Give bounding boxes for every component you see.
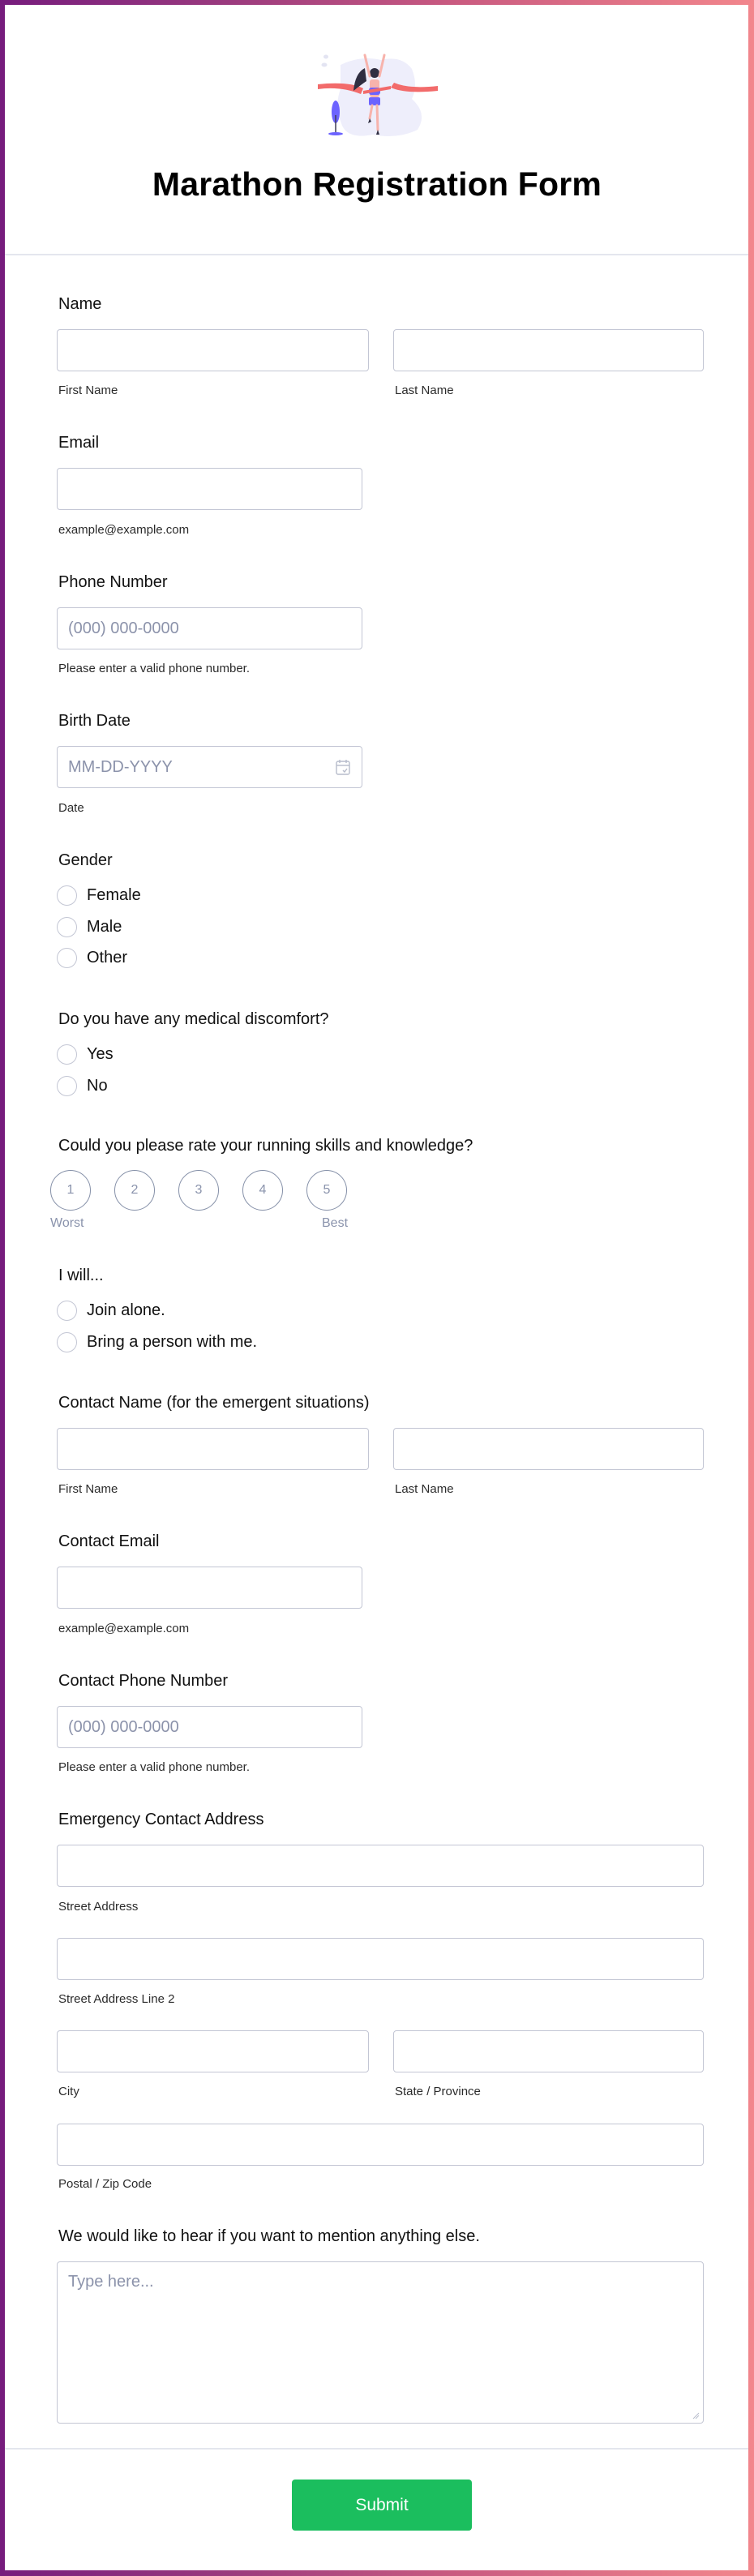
contact-email-input[interactable] (57, 1567, 362, 1609)
rating-max-caption: Best (322, 1216, 349, 1230)
calendar-icon[interactable] (336, 759, 350, 775)
rating-min-caption: Worst (50, 1216, 84, 1230)
phone-input[interactable]: (000) 000-0000 (57, 607, 362, 649)
contact-first-name-input[interactable] (57, 1428, 369, 1470)
contact-phone-sublabel: Please enter a valid phone number. (58, 1760, 250, 1774)
gender-label: Gender (58, 851, 113, 869)
phone-label: Phone Number (58, 573, 168, 591)
rating-option-3[interactable]: 3 (178, 1170, 219, 1211)
comments-textarea[interactable] (57, 2261, 704, 2424)
medical-label: Do you have any medical discomfort? (58, 1010, 329, 1028)
contact-phone-label: Contact Phone Number (58, 1672, 229, 1690)
contact-email-label: Contact Email (58, 1532, 160, 1550)
state-input[interactable] (393, 2030, 704, 2072)
last-name-input[interactable] (393, 329, 704, 371)
postal-code-sublabel: Postal / Zip Code (58, 2177, 152, 2191)
radio-button[interactable] (57, 885, 77, 906)
radio-button[interactable] (57, 1332, 77, 1352)
header-divider (5, 254, 748, 255)
last-name-sublabel: Last Name (395, 384, 454, 397)
state-sublabel: State / Province (395, 2085, 481, 2098)
comments-label: We would like to hear if you want to mention anything else. (58, 2227, 480, 2245)
runner-illustration (316, 49, 438, 139)
rating-option-5[interactable]: 5 (306, 1170, 347, 1211)
name-label: Name (58, 295, 102, 313)
i-will-option-alone[interactable]: Join alone. (57, 1300, 165, 1321)
street-address-line2-input[interactable] (57, 1938, 704, 1980)
contact-email-sublabel: example@example.com (58, 1622, 190, 1635)
rating-option-4[interactable]: 4 (242, 1170, 283, 1211)
contact-last-name-input[interactable] (393, 1428, 704, 1470)
phone-sublabel: Please enter a valid phone number. (58, 662, 250, 675)
birth-date-placeholder: MM-DD-YYYY (68, 757, 173, 776)
i-will-label: I will... (58, 1267, 104, 1284)
street-address-sublabel: Street Address (58, 1900, 139, 1914)
medical-option-yes[interactable]: Yes (57, 1044, 114, 1065)
email-sublabel: example@example.com (58, 523, 190, 537)
radio-button[interactable] (57, 1044, 77, 1065)
street-address-input[interactable] (57, 1845, 704, 1887)
email-input[interactable] (57, 468, 362, 510)
form-title: Marathon Registration Form (152, 165, 602, 203)
first-name-sublabel: First Name (58, 384, 118, 397)
medical-option-no[interactable]: No (57, 1075, 108, 1096)
city-input[interactable] (57, 2030, 369, 2072)
street-address-line2-sublabel: Street Address Line 2 (58, 1992, 175, 2006)
contact-first-name-sublabel: First Name (58, 1482, 118, 1496)
rating-option-1[interactable]: 1 (50, 1170, 91, 1211)
postal-code-input[interactable] (57, 2124, 704, 2166)
submit-button[interactable]: Submit (292, 2480, 472, 2531)
birth-date-sublabel: Date (58, 801, 84, 815)
gender-option-other[interactable]: Other (57, 947, 127, 968)
gender-option-male[interactable]: Male (57, 916, 122, 937)
radio-button[interactable] (57, 917, 77, 937)
first-name-input[interactable] (57, 329, 369, 371)
birth-date-input[interactable] (57, 746, 362, 788)
radio-button[interactable] (57, 1076, 77, 1096)
birth-date-label: Birth Date (58, 712, 131, 730)
resize-handle-icon[interactable] (692, 2411, 700, 2420)
rating-option-2[interactable]: 2 (114, 1170, 155, 1211)
footer-divider (5, 2448, 748, 2450)
rating-label: Could you please rate your running skills and knowledge? (58, 1137, 473, 1155)
contact-name-label: Contact Name (for the emergent situations) (58, 1394, 370, 1412)
contact-phone-input[interactable]: (000) 000-0000 (57, 1706, 362, 1748)
radio-button[interactable] (57, 948, 77, 968)
gender-option-female[interactable]: Female (57, 885, 141, 906)
city-sublabel: City (58, 2085, 79, 2098)
i-will-option-bring-person[interactable]: Bring a person with me. (57, 1331, 257, 1352)
radio-button[interactable] (57, 1301, 77, 1321)
contact-last-name-sublabel: Last Name (395, 1482, 454, 1496)
comments-placeholder: Type here... (68, 2273, 154, 2291)
email-label: Email (58, 434, 100, 452)
address-label: Emergency Contact Address (58, 1811, 264, 1828)
